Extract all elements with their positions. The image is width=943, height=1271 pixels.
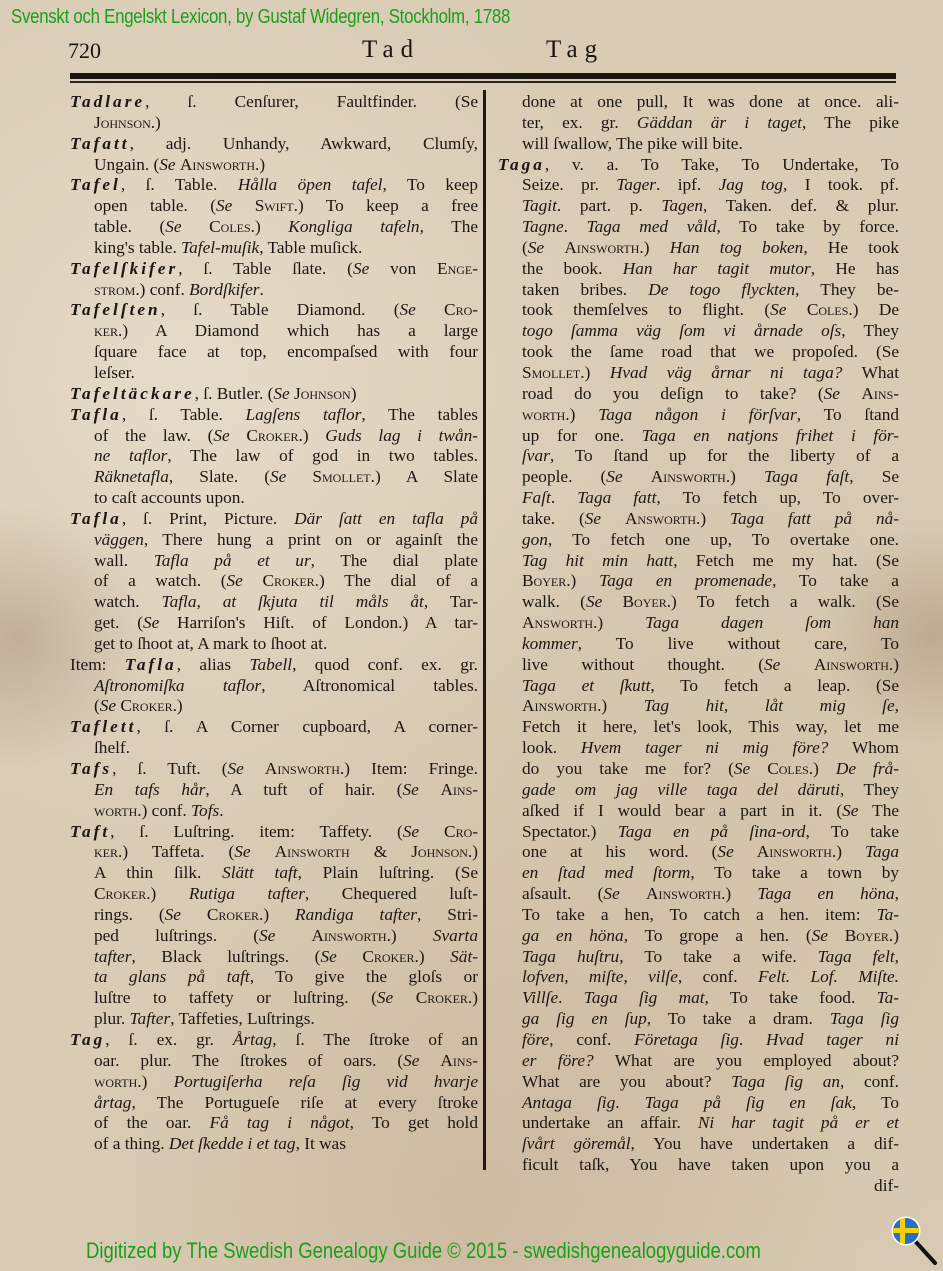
entry-line: ta glans på taft, To give the gloſs or bbox=[94, 967, 478, 987]
entry-line: road do you deſign to take? (Se Ains- bbox=[522, 383, 899, 403]
right-column bbox=[498, 92, 899, 1197]
entry-line: do you take me for? (Se Coles.) De frå- bbox=[522, 759, 899, 778]
entry-line: Tafla, ſ. Print, Picture. Där ſatt en tafla på bbox=[70, 508, 478, 528]
headword: Tafla bbox=[124, 654, 177, 674]
entry-line: Taga, v. a. To Take, To Undertake, To bbox=[498, 154, 899, 174]
entry-line: ſquare face at top, encompaſsed with four bbox=[94, 342, 478, 362]
entry-line: one at his word. (Se Ainsworth.) Taga bbox=[522, 842, 899, 862]
entry-line: Johnson.) bbox=[94, 112, 161, 132]
entry-line: Taga et ſkutt, To fetch a leap. (Se bbox=[522, 675, 899, 695]
dictionary-entry bbox=[70, 759, 478, 822]
headword: Tag bbox=[70, 1029, 106, 1049]
entry-line: ne taflor, The law of god in two tables. bbox=[94, 446, 478, 466]
entry-line: of the law. (Se Croker.) Guds lag i twån- bbox=[94, 425, 478, 445]
entry-line: ga en höna, To grope a hen. (Se Boyer.) bbox=[522, 925, 899, 945]
entry-line: togo ſamma väg ſom vi årnade oſs, They bbox=[522, 321, 899, 341]
dictionary-entry bbox=[498, 155, 899, 1197]
entry-line: (Se Croker.) bbox=[94, 696, 183, 716]
entry-line: leſser. bbox=[94, 362, 135, 382]
entry-line: Tafel, ſ. Table. Hålla öpen tafel, To keep bbox=[70, 175, 478, 195]
entry-line: ſhelf. bbox=[94, 738, 130, 758]
entry-line: worth.) Taga någon i förſvar, To ſtand bbox=[522, 404, 899, 424]
entry-line: will ſwallow, The pike will bite. bbox=[522, 133, 743, 153]
entry-line: worth.) conf. Tofs. bbox=[94, 800, 224, 820]
entry-line: Taga huſtru, To take a wife. Taga felt, bbox=[522, 946, 899, 966]
entry-line: Taflett, ſ. A Corner cupboard, A corner- bbox=[70, 717, 478, 737]
entry-line: Räknetafla, Slate. (Se Smollet.) A Slate bbox=[94, 467, 479, 487]
entry-line: Tagne. Taga med våld, To take by force. bbox=[522, 217, 899, 237]
entry-line: look. Hvem tager ni mig före? Whom bbox=[522, 738, 899, 758]
entry-line: What are you about? Taga ſig an, conf. bbox=[522, 1071, 899, 1091]
headword: Tafeltäckare bbox=[70, 383, 195, 403]
left-column bbox=[70, 92, 478, 1155]
entry-line: worth.) Portugiſerha reſa ſig vid hvarje bbox=[94, 1071, 479, 1091]
entry-line: took themſelves to flight. (Se Coles.) De bbox=[522, 300, 900, 320]
entry-line: Tag, ſ. ex. gr. Årtag, ſ. The ſtroke of an bbox=[70, 1029, 478, 1049]
entry-line: get to ſhoot at, A mark to ſhoot at. bbox=[94, 633, 328, 653]
headword: Taflett bbox=[70, 717, 137, 737]
entry-line: er före? What are you employed about? bbox=[522, 1050, 899, 1070]
entry-line: årtag, The Portugueſe riſe at every ſtroke bbox=[94, 1092, 478, 1112]
entry-line: väggen, There hung a print on or againſt the bbox=[94, 529, 478, 549]
entry-line: ter, ex. gr. Gäddan är i taget, The pike bbox=[522, 112, 899, 132]
column-divider bbox=[483, 90, 486, 1170]
dictionary-entry bbox=[70, 134, 478, 176]
headword: Tafatt bbox=[70, 133, 130, 153]
dictionary-entry bbox=[70, 509, 478, 655]
headword: Taft bbox=[70, 821, 111, 841]
entry-line: ker.) A Diamond which has a large bbox=[94, 321, 478, 341]
entry-line: wall. Tafla på et ur, The dial plate bbox=[94, 550, 478, 570]
page-number: 720 bbox=[68, 38, 101, 63]
dictionary-entry bbox=[70, 384, 478, 405]
entry-line: live without thought. (Se Ainsworth.) bbox=[522, 654, 899, 674]
entry-line: watch. Tafla, at ſkjuta til måls åt, Tar- bbox=[94, 592, 479, 612]
entry-line: Tagit. part. p. Tagen, Taken. def. & plur. bbox=[522, 196, 899, 216]
entry-line: the book. Han har tagit mutor, He has bbox=[522, 258, 899, 278]
entry-line: Ainsworth.) Tag hit, låt mig ſe, bbox=[522, 696, 899, 716]
entry-line: get. (Se Harriſon's Hiſt. of London.) A tar- bbox=[94, 613, 478, 633]
entry-line: rings. (Se Croker.) Randiga tafter, Stri- bbox=[94, 904, 478, 924]
entry-line: Aſtronomiſka taflor, Aſtronomical tables. bbox=[94, 675, 478, 695]
entry-line: tafter, Black luſtrings. (Se Croker.) Sät- bbox=[94, 946, 478, 966]
dictionary-entry bbox=[70, 300, 478, 383]
entry-line: ſvårt göremål, You have undertaken a dif- bbox=[522, 1134, 899, 1154]
dictionary-entry bbox=[70, 92, 478, 134]
dictionary-entry bbox=[70, 822, 478, 1030]
entry-line: gon, To fetch one up, To overtake one. bbox=[522, 529, 899, 549]
header-rule-thick bbox=[70, 73, 896, 79]
entry-line: walk. (Se Boyer.) To fetch a walk. (Se bbox=[522, 592, 899, 612]
running-head bbox=[0, 36, 943, 66]
entry-line: Taft, ſ. Luſtring. item: Taffety. (Se Cro- bbox=[70, 821, 478, 841]
entry-line: luſtre to taffety or luſtring. (Se Croker.) bbox=[94, 988, 478, 1008]
entry-line: taken bribes. De togo flyckten, They be- bbox=[522, 279, 899, 299]
entry-line: Smollet.) Hvad väg årnar ni taga? What bbox=[522, 362, 899, 382]
entry-line: Tadlare, ſ. Cenſurer, Faultfinder. (Se bbox=[70, 92, 478, 111]
headword: Tafs bbox=[70, 759, 113, 778]
entry-line: table. (Se Coles.) Kongliga tafeln, The bbox=[94, 217, 479, 237]
dictionary-entry bbox=[70, 175, 478, 258]
entry-line: (Se Ainsworth.) Han tog boken, He took bbox=[522, 237, 899, 257]
entry-line: strom.) conf. Bordſkifer. bbox=[94, 279, 264, 299]
entry-line: Tafatt, adj. Unhandy, Awkward, Clumſy, bbox=[70, 133, 478, 153]
dictionary-entry bbox=[70, 655, 478, 718]
dictionary-entry bbox=[70, 1030, 478, 1155]
entry-line: oar. plur. The ſtrokes of oars. (Se Ains- bbox=[94, 1050, 478, 1070]
entry-line: före, conf. Företaga ſig. Hvad tager ni bbox=[522, 1029, 899, 1049]
entry-line: aſked if I would bear a part in it. (Se The bbox=[522, 800, 900, 820]
entry-line: Faſt. Taga fatt, To fetch up, To over- bbox=[522, 488, 900, 508]
entry-line: Ungain. (Se Ainsworth.) bbox=[94, 154, 266, 174]
headword: Tadlare bbox=[70, 92, 146, 111]
entry-line: Item: Tafla, alias Tabell, quod conf. ex. gr. bbox=[70, 654, 478, 674]
entry-line: Tafs, ſ. Tuft. (Se Ainsworth.) Item: Fringe. bbox=[70, 759, 479, 778]
entry-line: Boyer.) Taga en promenade, To take a bbox=[522, 571, 899, 591]
guide-word-left: Tad bbox=[362, 36, 421, 63]
entry-line: ped luſtrings. (Se Ainsworth.) Svarta bbox=[94, 925, 478, 945]
entry-line: Tafelſkifer, ſ. Table ſlate. (Se von Enge- bbox=[70, 258, 478, 278]
entry-line: dif- bbox=[874, 1175, 899, 1195]
entry-line: of a watch. (Se Croker.) The dial of a bbox=[94, 571, 478, 591]
entry-line: Croker.) Rutiga tafter, Chequered luſt- bbox=[94, 884, 478, 904]
headword: Tafla bbox=[70, 404, 122, 424]
entry-line: Tafla, ſ. Table. Lagſens taflor, The tables bbox=[70, 404, 478, 424]
headword: Taga bbox=[498, 154, 545, 174]
entry-line: took the ſame road that we propoſed. (Se bbox=[522, 342, 899, 362]
headword: Tafel bbox=[70, 175, 121, 195]
entry-line: To take a hen, To catch a hen. item: Ta- bbox=[522, 904, 899, 924]
entry-line: to caſt accounts upon. bbox=[94, 488, 245, 508]
entry-line: Seize. pr. Tager. ipf. Jag tog, I took. pf. bbox=[522, 175, 899, 195]
entry-line: king's table. Tafel-muſik, Table muſick. bbox=[94, 237, 363, 257]
entry-line: ga ſig en ſup, To take a dram. Taga ſig bbox=[522, 1009, 899, 1029]
entry-line: Answorth.) Taga dagen ſom han bbox=[522, 613, 899, 633]
dictionary-entry bbox=[498, 92, 899, 155]
entry-line: lofven, miſte, vilſe, conf. Felt. Lof. Miſte. bbox=[522, 967, 899, 987]
entry-line: aſsault. (Se Ainsworth.) Taga en höna, bbox=[522, 884, 899, 904]
entry-line: Villſe. Taga ſig mat, To take food. Ta- bbox=[522, 988, 899, 1008]
guide-word-right: Tag bbox=[546, 36, 605, 63]
entry-line: Antaga ſig. Taga på ſig en ſak, To bbox=[522, 1092, 899, 1112]
digitization-banner-title: Svenskt och Engelskt Lexicon, by Gustaf Widegren, Stockholm, 1788 bbox=[11, 6, 511, 28]
entry-line: up for one. Taga en natjons frihet i för- bbox=[522, 425, 899, 445]
entry-line: kommer, To live without care, To bbox=[522, 633, 899, 653]
swedish-flag-magnifier-icon[interactable] bbox=[889, 1214, 939, 1266]
dictionary-entry bbox=[70, 259, 478, 301]
entry-line: gade om jag ville taga del däruti, They bbox=[522, 779, 900, 799]
dictionary-entry bbox=[70, 405, 478, 509]
entry-line: of the oar. Få tag i något, To get hold bbox=[94, 1113, 479, 1133]
headword: Tafla bbox=[70, 508, 122, 528]
entry-line: plur. Tafter, Taffeties, Luſtrings. bbox=[94, 1009, 315, 1029]
headword: Tafelſten bbox=[70, 300, 161, 320]
entry-line: A thin ſilk. Slätt taft, Plain luſtring. (Se bbox=[94, 863, 478, 883]
entry-line: ker.) Taffeta. (Se Ainsworth & Johnson.) bbox=[94, 842, 478, 862]
entry-line: En tafs hår, A tuft of hair. (Se Ains- bbox=[94, 779, 479, 799]
entry-line: Tafeltäckare, ſ. Butler. (Se Johnson) bbox=[70, 383, 357, 403]
entry-line: done at one pull, It was done at once. ali- bbox=[522, 92, 899, 111]
header-rule-thin bbox=[70, 81, 896, 83]
entry-line: Spectator.) Taga en på ſina-ord, To take bbox=[522, 821, 899, 841]
entry-line: Fetch it here, let's look, This way, let me bbox=[522, 717, 899, 737]
entry-line: take. (Se Answorth.) Taga fatt på nå- bbox=[522, 508, 899, 528]
footer-credit: Digitized by The Swedish Genealogy Guide © 2015 - swedishgenealogyguide.com bbox=[86, 1238, 761, 1263]
entry-line: of a thing. Det ſkedde i et tag, It was bbox=[94, 1134, 346, 1154]
entry-line: en ſtad med ſtorm, To take a town by bbox=[522, 863, 899, 883]
entry-line: open table. (Se Swift.) To keep a free bbox=[94, 196, 478, 216]
entry-line: Tag hit min hatt, Fetch me my hat. (Se bbox=[522, 550, 899, 570]
entry-line: people. (Se Ainsworth.) Taga faſt, Se bbox=[522, 467, 900, 487]
entry-line: Tafelſten, ſ. Table Diamond. (Se Cro- bbox=[70, 300, 478, 320]
entry-line: ſvar, To ſtand up for the liberty of a bbox=[522, 446, 899, 466]
entry-line: undertake an affair. Ni har tagit på er et bbox=[522, 1113, 899, 1133]
dictionary-entry bbox=[70, 717, 478, 759]
headword: Tafelſkifer bbox=[70, 258, 179, 278]
entry-line: ficult taſk, You have taken upon you a bbox=[522, 1155, 899, 1175]
